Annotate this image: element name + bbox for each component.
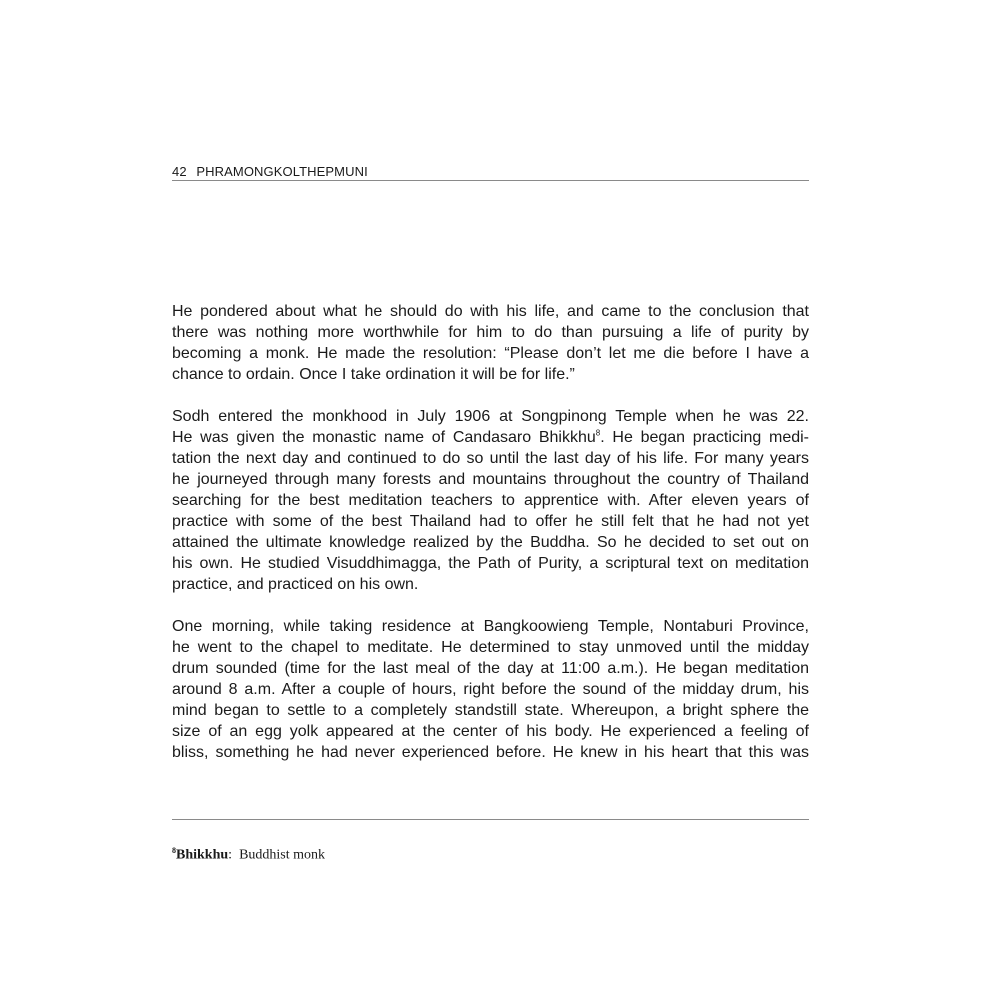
paragraph-1 — [172, 301, 809, 385]
text-line: practice with some of the best Thailand had to offer he still felt that he had not yet — [172, 513, 809, 530]
footnote-mark: 8 — [172, 846, 176, 855]
footnote-definition: Buddhist monk — [239, 847, 326, 863]
text-line: drum sounded (time for the last meal of the day at 11:00 a.m.). He began meditation — [172, 660, 809, 677]
paragraph-2 — [172, 406, 809, 595]
paragraph-3 — [172, 616, 809, 763]
text-line: He pondered about what he should do with his life, and came to the conclusion that — [172, 303, 809, 320]
text-line: bliss, something he had never experienced before. He knew in his heart that this was — [172, 744, 809, 761]
text-line-with-footnote — [172, 427, 809, 448]
text-line: searching for the best meditation teachers to apprentice with. After eleven years of — [172, 492, 809, 509]
text-line: he went to the chapel to meditate. He determined to stay unmoved until the midday — [172, 639, 809, 656]
text-line: attained the ultimate knowledge realized by the Buddha. So he decided to set out on — [172, 534, 809, 551]
text-line: Sodh entered the monkhood in July 1906 at Songpinong Temple when he was 22. — [172, 408, 809, 425]
footnote — [172, 846, 325, 864]
footnote-reference: 8 — [595, 428, 601, 438]
text-line: size of an egg yolk appeared at the center of his body. He experienced a feeling of — [172, 723, 809, 740]
body-text — [172, 301, 809, 784]
page-number: 42 — [172, 164, 187, 179]
text-line: practice, and practiced on his own. — [172, 576, 419, 593]
text-line: he journeyed through many forests and mountains throughout the country of Thailand — [172, 471, 809, 488]
text-line: his own. He studied Visuddhimagga, the Path of Purity, a scriptural text on meditation — [172, 555, 809, 572]
text-line: around 8 a.m. After a couple of hours, right before the sound of the midday drum, his — [172, 681, 809, 698]
text-line: becoming a monk. He made the resolution: “Please don’t let me die before I have a — [172, 345, 809, 362]
text-fragment: He was given the monastic name of Candasaro Bhikkhu — [172, 429, 596, 446]
text-line: mind began to settle to a completely standstill state. Whereupon, a bright sphere the — [172, 702, 809, 719]
running-title: PHRAMONGKOLTHEPMUNI — [196, 164, 368, 179]
footnote-separator: : — [228, 847, 233, 863]
text-line: there was nothing more worthwhile for him to do than pursuing a life of purity by — [172, 324, 809, 341]
running-header — [172, 164, 809, 181]
text-line: tation the next day and continued to do so until the last day of his life. For many years — [172, 450, 809, 467]
text-fragment: . He began practicing medi- — [600, 429, 810, 446]
text-line: chance to ordain. Once I take ordination it will be for life.” — [172, 366, 575, 383]
footnote-divider — [172, 819, 809, 820]
footnote-term: Bhikkhu — [176, 847, 229, 863]
text-line: One morning, while taking residence at Bangkoowieng Temple, Nontaburi Province, — [172, 618, 809, 635]
